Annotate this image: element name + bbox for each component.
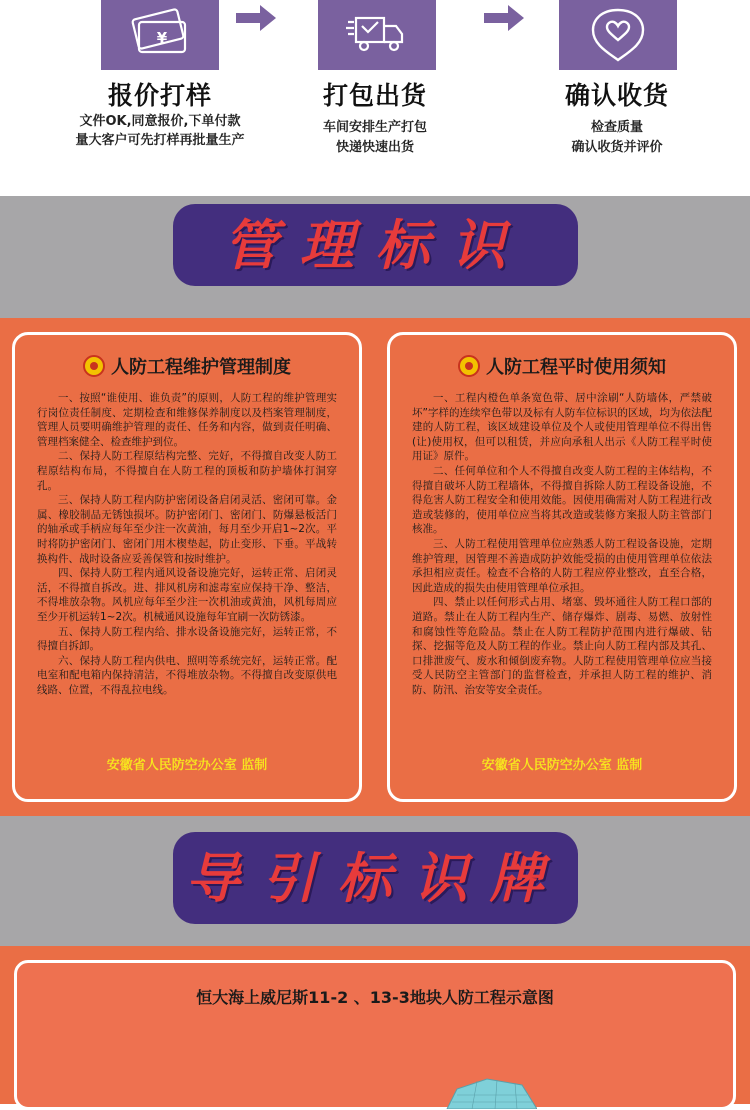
panel-paragraph: 二、任何单位和个人不得擅自改变人防工程的主体结构，不得擅自破坏人防工程墙体，不得擅自拆除人防工程设备设施，不得危害人防工程安全和使用效能。因使用确需对人防工程进行改造或装修的，使用单位应当将其改造或装修方案报人防主管部门核准。	[412, 464, 712, 536]
step-line-1: 车间安排生产打包	[322, 120, 427, 135]
panel-paragraph: 一、按照“谁使用、谁负责”的原则，人防工程的维护管理实行岗位责任制度、定期检查和维修保养制度以及档案管理制度，管理人员要明确维护管理的责任、任务和内容，做到责任明确、管理档案健全、检查维护到位。	[37, 392, 337, 448]
panel-title: 人防工程平时使用须知	[486, 357, 666, 378]
arrow-right-icon	[236, 5, 276, 31]
panel-paragraph: 五、保持人防工程内给、排水设备设施完好，运转正常，不得擅自拆卸。	[37, 625, 337, 653]
banner-guide-signs	[173, 832, 578, 924]
panel-footer: 安徽省人民防空办公室 监制	[106, 758, 268, 773]
heart-bubble-icon	[559, 0, 677, 70]
panel-body	[412, 391, 712, 697]
step-icon-box	[559, 0, 677, 70]
panel-paragraph: 一、工程内橙色单条宽色带、居中涂刷“人防墙体，严禁破坏”字样的连续窄色带以及标有人防车位标识的区域，均为依法配建的人防工程，该区域建设单位及个人或使用管理单位不得出售(让)使用权，但可以租赁，并应向承租人出示《人防工程平时使用证》原件。	[412, 392, 712, 463]
step-line-2: 量大客户可先打样再批量生产	[75, 133, 245, 148]
arrow-right-icon	[484, 5, 524, 31]
panel-paragraph: 三、人防工程使用管理单位应熟悉人防工程设备设施，定期维护管理，因管理不善造成防护效能受损的由使用管理单位依法承担相应责任。检查不合格的人防工程应停业整改，直至合格，因此造成的损失由使用管理单位承担。	[412, 537, 712, 594]
panel-paragraph: 四、禁止以任何形式占用、堵塞、毁坏通往人防工程口部的道路。禁止在人防工程内生产、储存爆炸、剧毒、易燃、放射性和腐蚀性等危险品。禁止在人防工程防护范围内进行爆破、钻探、挖掘等危及人防工程的作业。禁止向人防工程内部及其孔、口排泄废气、废水和倾倒废弃物。人防工程使用管理单位应当接受人民防空主管部门的监督检查，并承担人防工程的维护、消防、防汛、治安等安全责任。	[412, 596, 712, 696]
panel-body	[37, 391, 337, 697]
panel-heading	[15, 353, 359, 379]
map-title: 恒大海上威尼斯11-2 、13-3地块人防工程示意图	[196, 988, 554, 1007]
rules-section	[0, 318, 750, 816]
map-section	[0, 946, 750, 1104]
map-panel	[14, 960, 736, 1110]
step-icon-box	[101, 0, 219, 70]
civil-defense-emblem-icon	[83, 355, 105, 377]
banner-title: 管理标识	[223, 213, 528, 277]
panel-maintenance-rules	[12, 332, 362, 802]
yen-bill-icon	[101, 0, 219, 70]
panel-title: 人防工程维护管理制度	[111, 357, 291, 378]
process-section	[0, 0, 750, 196]
panel-paragraph: 三、保持人防工程内防护密闭设备启闭灵活、密闭可靠。金属、橡胶制品无锈蚀损坏。防护密闭门、密闭门、防爆悬板活门的轴承或手柄应每年至少注一次黄油，每月至少开启1~2次。平时将防护密闭门、密闭门用木楔垫起，防止变形、下垂。平战转换构件、战时设备应妥善保管和按时维护。	[37, 494, 337, 565]
panel-paragraph: 六、保持人防工程内供电、照明等系统完好，运转正常。配电室和配电箱内保持清洁，不得堆放杂物。不得擅自改变原供电线路、位置，不得乱拉电线。	[37, 654, 337, 696]
panel-paragraph: 二、保持人防工程原结构完整、完好，不得擅自改变人防工程原结构布局，不得擅自在人防工程的顶板和防护墙体打洞穿孔。	[37, 450, 337, 492]
civil-defense-emblem-icon	[458, 355, 480, 377]
step-line-2: 确认收货并评价	[571, 140, 663, 155]
step-title: 打包出货	[322, 81, 427, 110]
svg-text:¥: ¥	[156, 29, 168, 47]
banner-title: 导引标识牌	[185, 846, 566, 910]
panel-paragraph: 四、保持人防工程内通风设备设施完好，运转正常、启闭灵活，不得擅自拆改。进、排风机房和滤毒室应保持干净、整洁，不得堆放杂物。风机应每年至少注一次机油或黄油，风机每周应至少开机运转1~2次。机械通风设施每年宜刷一次防锈漆。	[37, 567, 337, 623]
banner-management-signs	[173, 204, 578, 286]
panel-usage-notice	[387, 332, 737, 802]
delivery-truck-icon	[318, 0, 436, 70]
panel-footer: 安徽省人民防空办公室 监制	[481, 758, 643, 773]
step-line-1: 文件OK,同意报价,下单付款	[79, 114, 241, 129]
panel-heading	[390, 353, 734, 379]
step-icon-box	[318, 0, 436, 70]
step-line-1: 检查质量	[590, 120, 643, 135]
step-title: 确认收货	[564, 81, 669, 110]
step-line-2: 快递快速出货	[335, 140, 414, 155]
step-title: 报价打样	[107, 81, 212, 110]
